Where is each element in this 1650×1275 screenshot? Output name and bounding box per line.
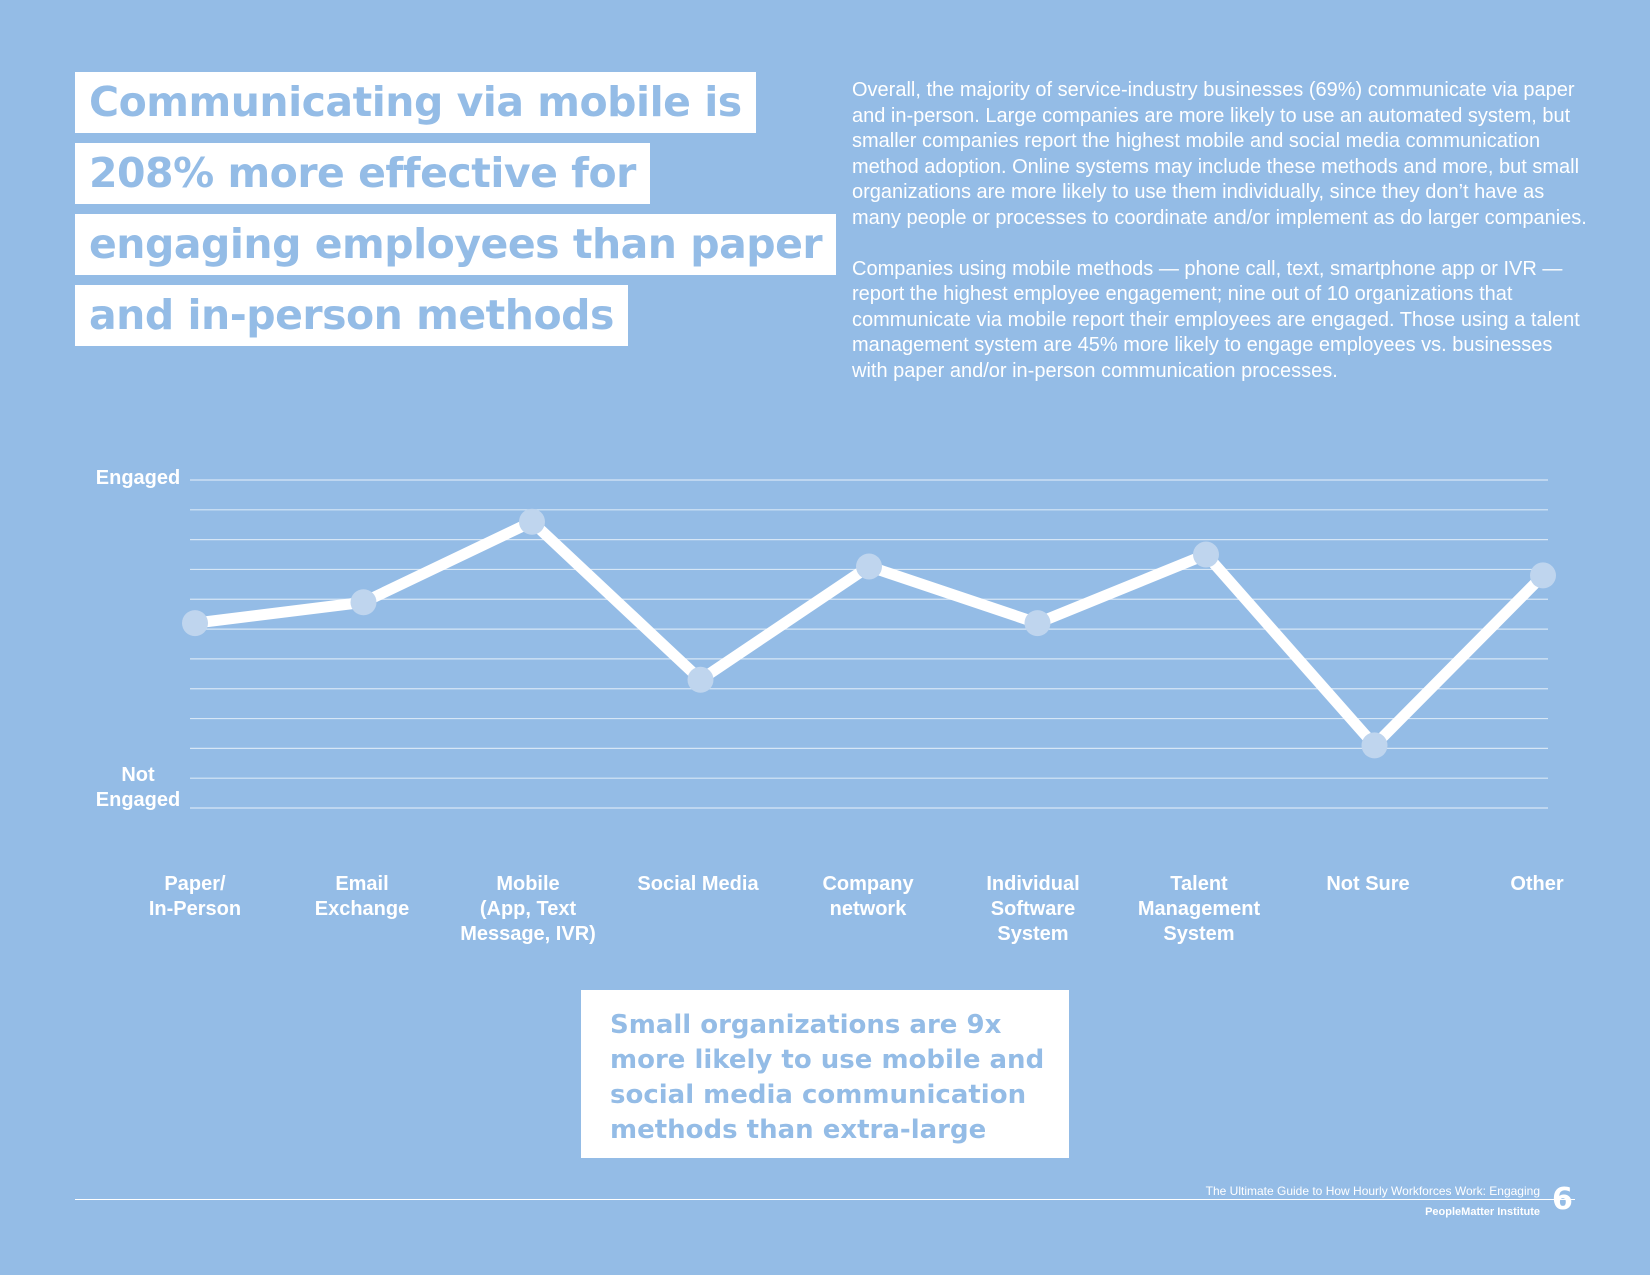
category-label bbox=[1457, 872, 1617, 897]
headline-line: and in-person methods bbox=[75, 285, 628, 346]
category-label bbox=[448, 872, 608, 947]
y-axis-bottom-label-word: Engaged bbox=[95, 789, 181, 811]
page-number: 6 bbox=[1552, 1182, 1573, 1217]
category-label-line: Email bbox=[335, 873, 389, 895]
data-point bbox=[1362, 732, 1388, 758]
data-point bbox=[519, 509, 545, 535]
category-label-line: Mobile bbox=[496, 873, 560, 895]
category-label bbox=[618, 872, 778, 897]
category-label-line: Not Sure bbox=[1326, 873, 1410, 895]
category-label-line: Management bbox=[1137, 898, 1261, 920]
y-axis-top-label: Engaged bbox=[95, 467, 181, 489]
category-label-line: Paper/ bbox=[164, 873, 226, 895]
footer-org: PeopleMatter Institute bbox=[1425, 1206, 1540, 1218]
footer-divider bbox=[75, 1199, 1575, 1200]
y-axis-bottom-label-word: Not bbox=[121, 764, 155, 786]
category-label-line: Message, IVR) bbox=[460, 923, 596, 945]
data-point bbox=[1025, 610, 1051, 636]
headline-line: engaging employees than paper bbox=[75, 214, 836, 275]
category-label bbox=[115, 872, 275, 922]
headline-line: Communicating via mobile is bbox=[75, 72, 756, 133]
category-label-line: Exchange bbox=[314, 898, 410, 920]
category-label-line: Software bbox=[990, 898, 1076, 920]
callout-box bbox=[581, 990, 1069, 1180]
data-point bbox=[351, 589, 377, 615]
data-point bbox=[688, 667, 714, 693]
data-point bbox=[1530, 562, 1556, 588]
body-paragraph-1: Overall, the majority of service-industry businesses (69%) communicate via paper and in-person. Large companies are more likely to use an automated system, but smaller companies report the highest mobile and social media communication method adoption. Online systems may include these methods and more, but small organizations are more likely to use them individually, since they don’t have as many people or processes to coordinate and/or implement as do larger companies. bbox=[852, 79, 1587, 229]
category-label-line: System bbox=[997, 923, 1069, 945]
chart-gridlines bbox=[190, 480, 1548, 808]
headline-line: 208% more effective for bbox=[75, 143, 650, 204]
category-label-line: network bbox=[829, 898, 907, 920]
category-label-line: In-Person bbox=[148, 898, 242, 920]
category-label-line: Company bbox=[822, 873, 914, 895]
body-paragraph-2: Companies using mobile methods — phone call, text, smartphone app or IVR — report the highest employee engagement; nine out of 10 organizations that communicate via mobile report their employees are engaged. Those using a talent management system are 45% more likely to engage employees vs. businesses with paper and/or in-person communication processes. bbox=[852, 257, 1580, 382]
category-label-line: System bbox=[1163, 923, 1235, 945]
data-point bbox=[1193, 542, 1219, 568]
callout-text: Small organizations are 9x more likely to use mobile and social media communication methods than extra-large ones bbox=[610, 1010, 1045, 1180]
category-label bbox=[282, 872, 442, 922]
category-label bbox=[1119, 872, 1279, 947]
category-label-line: Other bbox=[1510, 873, 1564, 895]
data-point bbox=[182, 610, 208, 636]
category-label bbox=[788, 872, 948, 922]
category-label bbox=[953, 872, 1113, 947]
category-label bbox=[1288, 872, 1448, 897]
category-label-line: Social Media bbox=[637, 873, 759, 895]
data-point bbox=[856, 553, 882, 579]
category-label-line: (App, Text bbox=[479, 898, 577, 920]
footer-title: The Ultimate Guide to How Hourly Workforces Work: Engaging bbox=[1205, 1184, 1540, 1198]
category-label-line: Talent bbox=[1170, 873, 1228, 895]
category-label-line: Individual bbox=[986, 873, 1080, 895]
